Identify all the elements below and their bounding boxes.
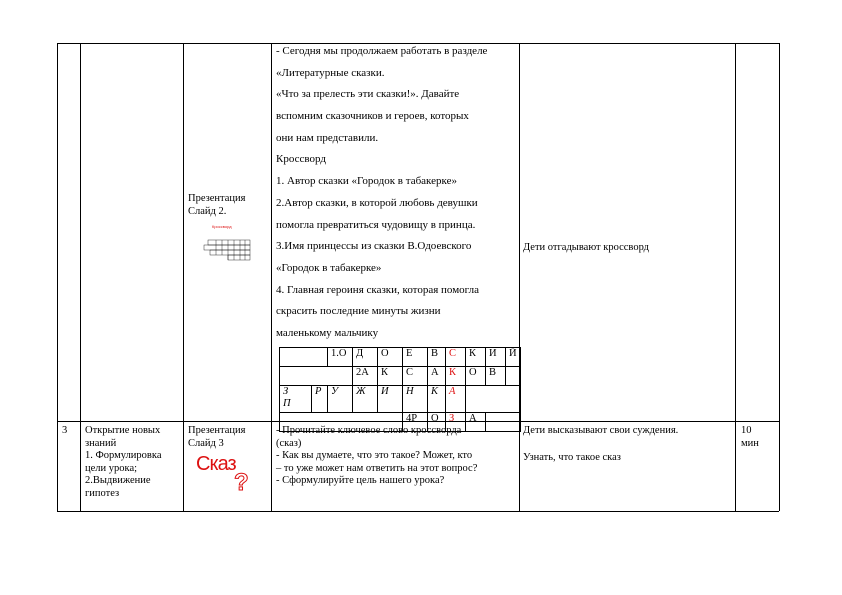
- crossword-cell: И: [378, 386, 403, 413]
- teacher-line: - Сформулируйте цель нашего урока?: [276, 475, 445, 486]
- crossword-cell: К: [428, 386, 446, 413]
- thumb-title: Кроссворд: [212, 224, 232, 229]
- teacher-line: 2.Автор сказки, в которой любовь девушки: [276, 196, 478, 209]
- col-line-5: [519, 43, 520, 511]
- crossword-row-1: [280, 348, 521, 367]
- crossword-cell: [280, 348, 328, 367]
- crossword-cell: В: [486, 367, 506, 386]
- crossword-cell: [506, 367, 521, 386]
- table-border-bottom: [57, 511, 779, 512]
- slide-thumbnail: [202, 222, 252, 268]
- resource-cell-row2: [188, 425, 246, 450]
- question-mark-icon: ?: [234, 469, 249, 496]
- slide-word: Сказ: [196, 453, 236, 475]
- crossword-cell: [486, 413, 521, 432]
- time-cell: [741, 425, 759, 450]
- resource-line: Слайд 2.: [188, 205, 227, 217]
- stage-cell: [85, 425, 179, 500]
- crossword-cell: У: [328, 386, 353, 413]
- teacher-line: они нам представили.: [276, 131, 379, 144]
- stage-line: Открытие новых: [85, 425, 161, 436]
- pupil-activity-row2: [523, 425, 678, 464]
- crossword-cell: И: [486, 348, 506, 367]
- slide-3-image: [196, 453, 252, 499]
- crossword-cell: А: [466, 413, 486, 432]
- crossword-cell: О: [428, 413, 446, 432]
- pupil-activity-row1: Дети отгадывают кроссворд: [523, 242, 650, 253]
- teacher-line: скрасить последние минуты жизни: [276, 305, 441, 318]
- crossword-cell: А: [428, 367, 446, 386]
- resource-line: Слайд 3: [188, 437, 224, 449]
- stage-line: знаний: [85, 437, 117, 449]
- teacher-line: - Сегодня мы продолжаем работать в разделе: [276, 45, 488, 57]
- teacher-line: 1. Автор сказки «Городок в табакерке»: [276, 175, 457, 188]
- stage-number: 3: [62, 425, 68, 436]
- crossword-cell: О: [378, 348, 403, 367]
- stage-line: гипотез: [85, 487, 120, 499]
- crossword-cell: 4Р: [403, 413, 428, 432]
- teacher-line: маленькому мальчику: [276, 326, 379, 339]
- teacher-line: вспомним сказочников и героев, которых: [276, 110, 469, 123]
- pupil-line: Узнать, что такое сказ: [523, 451, 621, 463]
- stage-line: 1. Формулировка: [85, 450, 162, 461]
- col-line-3: [183, 43, 184, 511]
- col-line-4: [271, 43, 272, 511]
- crossword-cell-key: К: [446, 367, 466, 386]
- crossword-cell: [466, 386, 521, 413]
- teacher-line: (сказ): [276, 437, 302, 449]
- crossword-row-2: [280, 367, 521, 386]
- col-line-6: [735, 43, 736, 511]
- crossword-cell: Н: [403, 386, 428, 413]
- crossword-cell: Й: [506, 348, 521, 367]
- crossword-cell: 2А: [353, 367, 378, 386]
- crossword-cell: К: [466, 348, 486, 367]
- crossword-cell: С: [403, 367, 428, 386]
- crossword-cell: 1.О: [328, 348, 353, 367]
- stage-line: 2.Выдвижение: [85, 475, 151, 486]
- teacher-activity-row2: [276, 425, 477, 488]
- crossword-cell: К: [378, 367, 403, 386]
- time-unit: мин: [741, 437, 759, 449]
- teacher-line: «Литературные сказки.: [276, 66, 385, 79]
- resource-cell-row1: [188, 193, 246, 218]
- crossword-cell: Д: [353, 348, 378, 367]
- time-value: 10: [741, 425, 752, 436]
- teacher-line: – то уже может нам ответить на этот вопрос?: [276, 462, 478, 474]
- teacher-activity-row1: [276, 41, 487, 345]
- teacher-line: 4. Главная героиня сказки, которая помогла: [276, 283, 479, 296]
- teacher-line: «Городок в табакерке»: [276, 261, 382, 274]
- crossword-cell: Ж: [353, 386, 378, 413]
- col-line-2: [80, 43, 81, 511]
- crossword-cell: Р: [312, 386, 328, 413]
- crossword-grid: [279, 347, 520, 424]
- teacher-line: 3.Имя принцессы из сказки В.Одоевского: [276, 240, 472, 253]
- crossword-cell-key: А: [446, 386, 466, 413]
- resource-line: Презентация: [188, 425, 246, 436]
- crossword-cell: З П: [280, 386, 312, 413]
- crossword-cell-key: З: [446, 413, 466, 432]
- pupil-line: Дети высказывают свои суждения.: [523, 425, 679, 436]
- col-line-1: [57, 43, 58, 511]
- crossword-cell: [280, 367, 353, 386]
- crossword-cell: В: [428, 348, 446, 367]
- crossword-row-3: [280, 386, 521, 413]
- teacher-line: - Как вы думаете, что это такое? Может, кто: [276, 450, 473, 461]
- crossword-cell: О: [466, 367, 486, 386]
- crossword-cell: Е: [403, 348, 428, 367]
- teacher-line: «Что за прелесть эти сказки!». Давайте: [276, 88, 460, 101]
- col-line-7: [779, 43, 780, 511]
- teacher-line: Кроссворд: [276, 153, 326, 166]
- teacher-line: - Прочитайте ключевое слово кроссворда: [276, 425, 462, 436]
- teacher-line: помогла превратиться чудовищу в принца.: [276, 218, 476, 231]
- stage-line: цели урока;: [85, 462, 138, 474]
- resource-line: Презентация: [188, 193, 246, 204]
- crossword-cell-key: С: [446, 348, 466, 367]
